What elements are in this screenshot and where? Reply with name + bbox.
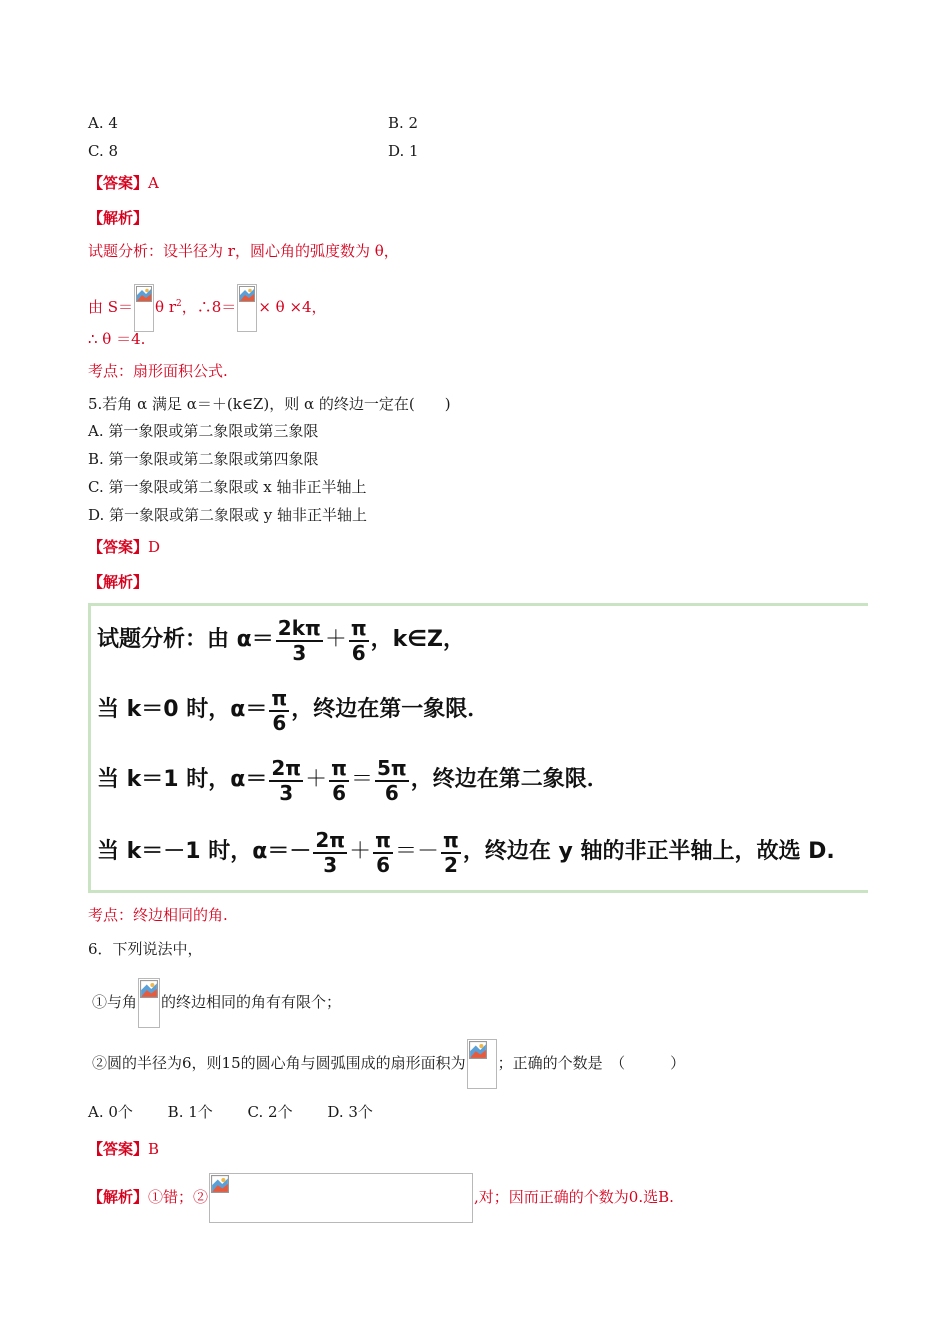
q5-analysis-image	[88, 603, 868, 893]
q5-stem: 5.若角 α 满足 α＝＋(k∈Z)，则 α 的终边一定在( )	[88, 395, 451, 413]
q6-statement-2	[92, 1038, 685, 1089]
denominator: 3	[323, 853, 338, 877]
math-text: 试题分析：由 α＝	[97, 627, 274, 652]
math-text: ，终边在第一象限．	[291, 697, 490, 722]
answer-tag: 【答案】	[88, 174, 149, 192]
q5-option-b: B. 第一象限或第二象限或第四象限	[88, 450, 319, 468]
denominator: 3	[279, 781, 294, 805]
q5-kaodian: 考点：终边相同的角.	[88, 906, 228, 924]
q4-option-b: B. 2	[388, 114, 419, 132]
broken-image-icon	[134, 284, 154, 332]
math-text: ，终边在第二象限．	[410, 767, 609, 792]
fraction	[373, 828, 393, 876]
q6-stem: 6．下列说法中，	[88, 940, 203, 958]
denominator: 6	[376, 853, 391, 877]
denominator: 3	[292, 641, 307, 665]
q4-analysis-line3: ∴ θ ＝4.	[88, 330, 146, 348]
denominator: 6	[272, 711, 287, 735]
numerator: 2kπ	[277, 616, 321, 640]
q6-statement-1	[92, 978, 341, 1028]
math-text: 当 k＝－1 时，α＝－	[97, 839, 312, 864]
math-text: ，终边在 y 轴的非正半轴上，故选 D.	[462, 839, 835, 864]
fraction	[313, 828, 347, 876]
statement-text: ①与角	[92, 993, 138, 1011]
formula-text: θ r	[155, 298, 177, 316]
answer-value: B	[148, 1140, 160, 1158]
answer-value: A	[148, 174, 159, 192]
formula-text: × θ ×4，	[258, 298, 327, 316]
fraction	[349, 616, 369, 664]
q5-answer	[88, 537, 160, 557]
numerator: π	[331, 756, 347, 780]
numerator: π	[350, 616, 367, 640]
analysis-row-1	[97, 616, 465, 664]
fraction	[375, 756, 409, 804]
q4-option-d: D. 1	[388, 142, 419, 160]
q5-option-a: A. 第一象限或第二象限或第三象限	[88, 422, 319, 440]
analysis-row-2	[97, 686, 489, 734]
analysis-row-4	[97, 828, 835, 876]
q4-answer	[88, 173, 159, 193]
q5-option-d: D. 第一象限或第二象限或 y 轴非正半轴上	[88, 506, 368, 524]
numerator: π	[271, 686, 288, 710]
formula-text: ，∴8＝	[181, 298, 237, 316]
fraction	[441, 828, 461, 876]
math-text: ＋	[349, 839, 372, 864]
math-text: ＋	[324, 627, 347, 652]
q5-option-c: C. 第一象限或第二象限或 x 轴非正半轴上	[88, 478, 367, 496]
denominator: 6	[351, 641, 366, 665]
analysis-text: ①错；②	[148, 1188, 209, 1206]
fraction	[276, 616, 323, 664]
fraction	[269, 756, 303, 804]
math-text: ＝	[350, 767, 373, 792]
statement-text: 的终边相同的角有有限个；	[161, 993, 342, 1011]
q4-kaodian: 考点：扇形面积公式.	[88, 362, 228, 380]
q4-analysis-line1: 试题分析：设半径为 r，圆心角的弧度数为 θ，	[88, 242, 399, 260]
denominator: 6	[332, 781, 347, 805]
statement-text: ；正确的个数是 （ ）	[497, 1054, 686, 1072]
q4-analysis-line2	[88, 284, 327, 332]
q6-analysis	[88, 1172, 674, 1223]
superscript: 2	[176, 299, 182, 309]
answer-value: D	[148, 538, 161, 556]
analysis-tag: 【解析】	[88, 209, 149, 227]
formula-text: 由 S＝	[88, 298, 134, 316]
denominator: 6	[384, 781, 399, 805]
analysis-text: ,对；因而正确的个数为0.选B.	[474, 1188, 674, 1206]
math-text: 当 k＝1 时，α＝	[97, 767, 268, 792]
broken-image-icon	[237, 284, 257, 332]
q6-options: A. 0个 B. 1个 C. 2个 D. 3个	[88, 1103, 373, 1121]
statement-text: ②圆的半径为6，则15的圆心角与圆弧围成的扇形面积为	[92, 1054, 466, 1072]
fraction	[329, 756, 349, 804]
answer-tag: 【答案】	[88, 1140, 149, 1158]
numerator: π	[442, 828, 459, 852]
q4-analysis-tag	[88, 208, 148, 228]
math-text: 当 k＝0 时，α＝	[97, 697, 268, 722]
answer-tag: 【答案】	[88, 538, 149, 556]
numerator: 2π	[271, 756, 302, 780]
q4-option-a: A. 4	[88, 114, 118, 132]
q6-answer	[88, 1139, 159, 1159]
denominator: 2	[443, 853, 458, 877]
numerator: 5π	[376, 756, 407, 780]
analysis-tag: 【解析】	[88, 1188, 149, 1206]
broken-image-icon	[209, 1173, 473, 1223]
analysis-tag: 【解析】	[88, 573, 149, 591]
math-text: ，k∈Z，	[370, 627, 465, 652]
math-text: ＝－	[394, 839, 439, 864]
broken-image-icon	[467, 1039, 497, 1089]
analysis-row-3	[97, 756, 609, 804]
q4-option-c: C. 8	[88, 142, 119, 160]
math-text: ＋	[305, 767, 328, 792]
q5-analysis-tag	[88, 572, 148, 592]
numerator: π	[375, 828, 391, 852]
broken-image-icon	[138, 978, 160, 1028]
numerator: 2π	[315, 828, 346, 852]
fraction	[269, 686, 289, 734]
